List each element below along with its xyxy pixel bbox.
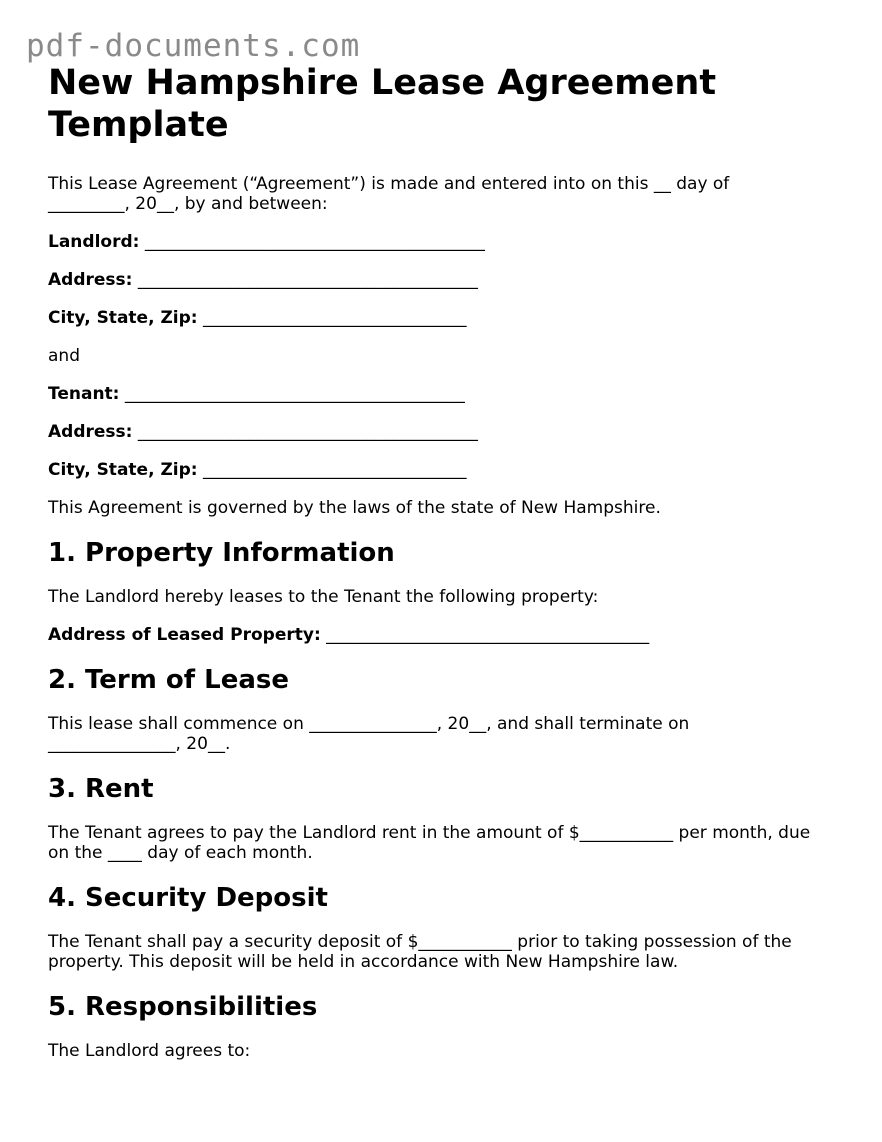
tenant-address-line xyxy=(48,422,848,442)
leased-property-label: Address of Leased Property: xyxy=(48,625,321,645)
tenant-name-blank: ________________________________________ xyxy=(124,384,465,404)
title-line-2: Template xyxy=(48,105,229,145)
section-heading-rent: 3. Rent xyxy=(48,774,154,804)
deposit-line-1: The Tenant shall pay a security deposit of $___________ prior to taking possession of the xyxy=(48,932,792,952)
section-heading-responsibilities: 5. Responsibilities xyxy=(48,992,318,1022)
watermark: pdf-documents.com xyxy=(26,28,361,64)
landlord-csz-line xyxy=(48,308,848,328)
landlord-address-label: Address: xyxy=(48,270,133,290)
landlord-address-line xyxy=(48,270,848,290)
document-body xyxy=(48,62,848,1061)
intro-paragraph xyxy=(48,174,848,214)
landlord-address-blank: ________________________________________ xyxy=(137,270,478,290)
rent-line-1: The Tenant agrees to pay the Landlord rent in the amount of $___________ per month, due xyxy=(48,823,811,843)
tenant-csz-label: City, State, Zip: xyxy=(48,460,198,480)
page-title xyxy=(48,62,848,146)
landlord-name-line xyxy=(48,232,848,252)
tenant-csz-blank: _______________________________ xyxy=(202,460,467,480)
deposit-line-2: property. This deposit will be held in accordance with New Hampshire law. xyxy=(48,952,679,972)
tenant-address-label: Address: xyxy=(48,422,133,442)
tenant-name-line xyxy=(48,384,848,404)
rent-paragraph xyxy=(48,823,848,863)
rent-line-2: on the ____ day of each month. xyxy=(48,843,313,863)
leased-property-line xyxy=(48,625,848,645)
landlord-name-blank: ________________________________________ xyxy=(144,232,485,252)
and-text: and xyxy=(48,346,80,366)
section-heading-term: 2. Term of Lease xyxy=(48,665,289,695)
intro-line-2: _________, 20__, by and between: xyxy=(48,194,328,214)
landlord-csz-blank: _______________________________ xyxy=(202,308,467,328)
tenant-address-blank: ________________________________________ xyxy=(137,422,478,442)
section-heading-property: 1. Property Information xyxy=(48,538,395,568)
landlord-csz-label: City, State, Zip: xyxy=(48,308,198,328)
landlord-name-label: Landlord: xyxy=(48,232,140,252)
responsibilities-text: The Landlord agrees to: xyxy=(48,1041,251,1061)
section-heading-deposit: 4. Security Deposit xyxy=(48,883,328,913)
leased-property-blank: ______________________________________ xyxy=(326,625,650,645)
title-line-1: New Hampshire Lease Agreement xyxy=(48,63,717,103)
term-line-1: This lease shall commence on _______________, 20__, and shall terminate on xyxy=(48,714,690,734)
intro-line-1: This Lease Agreement (“Agreement”) is made and entered into on this __ day of xyxy=(48,174,730,194)
tenant-csz-line xyxy=(48,460,848,480)
property-text: The Landlord hereby leases to the Tenant the following property: xyxy=(48,587,599,607)
governing-law-text: This Agreement is governed by the laws of the state of New Hampshire. xyxy=(48,498,661,518)
term-paragraph xyxy=(48,714,848,754)
term-line-2: _______________, 20__. xyxy=(48,734,231,754)
deposit-paragraph xyxy=(48,932,848,972)
tenant-name-label: Tenant: xyxy=(48,384,120,404)
